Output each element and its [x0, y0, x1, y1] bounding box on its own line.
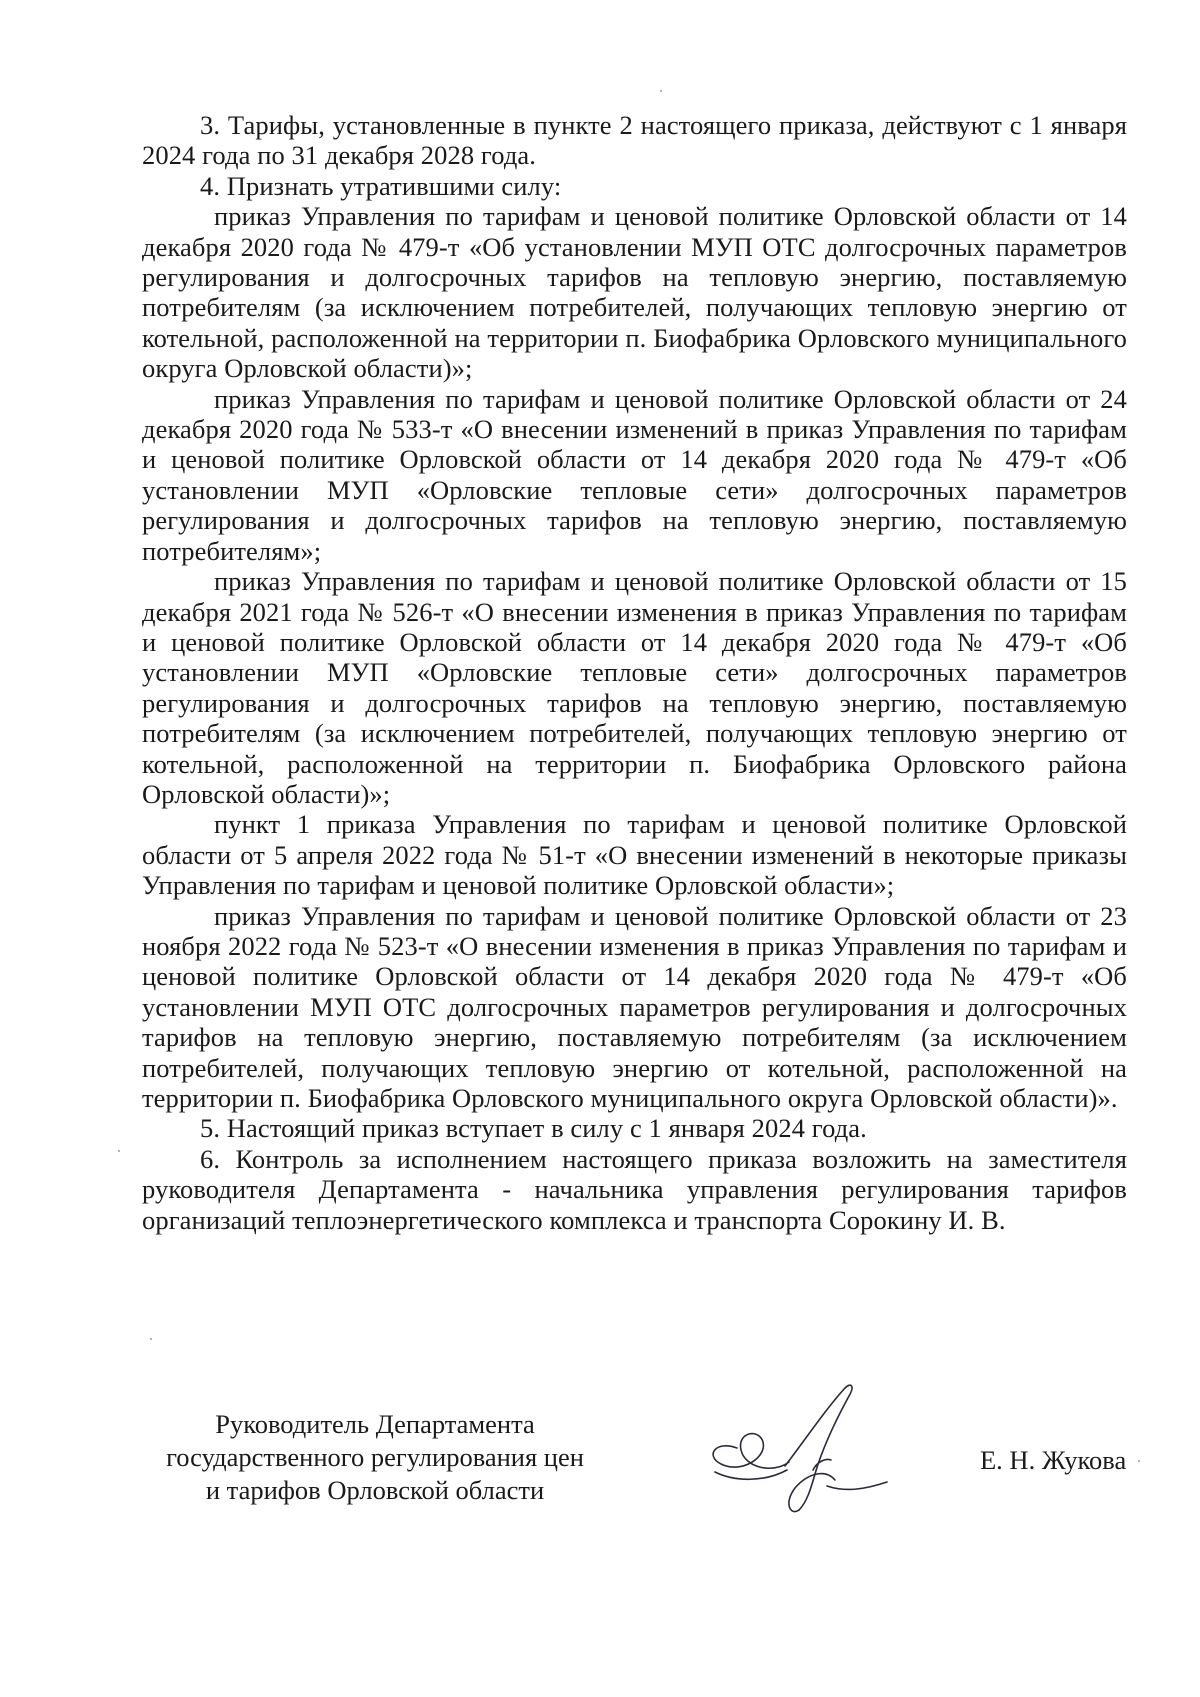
signatory-position: [140, 1408, 610, 1507]
paragraph-repealed-order-51: пункт 1 приказа Управления по тарифам и ценовой политике Орловской области от 5 апреля 2022 года № 51-т «О внесении изменений в некоторые приказы Управления по тарифам и ценовой политике Орловской области»;: [142, 809, 1127, 901]
signatory-position-line: и тарифов Орловской области: [205, 1475, 545, 1505]
paragraph-repealed-order-479: приказ Управления по тарифам и ценовой политике Орловской области от 14 декабря 2020 года № 479-т «Об установлении МУП ОТС долгосрочных параметров регулирования и долгосрочных тарифов на тепловую энергию, поставляемую потребителям (за исключением потребителей, получающих тепловую энергию от котельной, расположенной на территории п. Биофабрика Орловского муниципального округа Орловской области)»;: [142, 201, 1127, 384]
signature-block: [140, 1408, 1140, 1528]
scan-speck: [118, 1150, 120, 1152]
paragraph-repealed-order-533: приказ Управления по тарифам и ценовой политике Орловской области от 24 декабря 2020 года № 533-т «О внесении изменений в приказ Управления по тарифам и ценовой политике Орловской области от 14 декабря 2020 года № 479-т «Об установлении МУП «Орловские тепловые сети» долгосрочных параметров регулирования и долгосрочных тарифов на тепловую энергию, поставляемую потребителям»;: [142, 383, 1127, 566]
paragraph-effective-date: 5. Настоящий приказ вступает в силу с 1 января 2024 года.: [200, 1113, 867, 1144]
paragraph-repeal-heading: 4. Признать утратившими силу:: [200, 170, 562, 201]
scan-speck: [1138, 1460, 1140, 1462]
paragraph-tariff-validity: 3. Тарифы, установленные в пункте 2 настоящего приказа, действуют с 1 января 2024 года по 31 декабря 2028 года.: [142, 110, 1127, 171]
signatory-name: Е. Н. Жукова: [980, 1445, 1127, 1475]
paragraph-control: 6. Контроль за исполнением настоящего приказа возложить на заместителя руководителя Департамента - начальника управления регулирования тарифов организаций теплоэнергетического комплекса и транспорта Сорокину И. В.: [142, 1143, 1127, 1235]
paragraph-repealed-order-526: приказ Управления по тарифам и ценовой политике Орловской области от 15 декабря 2021 года № 526-т «О внесении изменения в приказ Управления по тарифам и ценовой политике Орловской области от 14 декабря 2020 года № 479-т «Об установлении МУП «Орловские тепловые сети» долгосрочных параметров регулирования и долгосрочных тарифов на тепловую энергию, поставляемую потребителям (за исключением потребителей, получающих тепловую энергию от котельной, расположенной на территории п. Биофабрика Орловского района Орловской области)»;: [142, 566, 1127, 809]
scan-speck: [150, 1338, 152, 1340]
handwritten-signature: [675, 1370, 925, 1530]
document-body: [142, 110, 1127, 1235]
signatory-position-line: государственного регулирования цен: [166, 1442, 584, 1472]
scan-speck: [660, 90, 662, 92]
signatory-position-line: Руководитель Департамента: [215, 1409, 535, 1439]
paragraph-repealed-order-523: приказ Управления по тарифам и ценовой политике Орловской области от 23 ноября 2022 года № 523-т «О внесении изменения в приказ Управления по тарифам и ценовой политике Орловской области от 14 декабря 2020 года № 479-т «Об установлении МУП ОТС долгосрочных параметров регулирования и долгосрочных тарифов на тепловую энергию, поставляемую потребителям (за исключением потребителей, получающих тепловую энергию от котельной, расположенной на территории п. Биофабрика Орловского муниципального округа Орловской области)».: [142, 900, 1127, 1113]
